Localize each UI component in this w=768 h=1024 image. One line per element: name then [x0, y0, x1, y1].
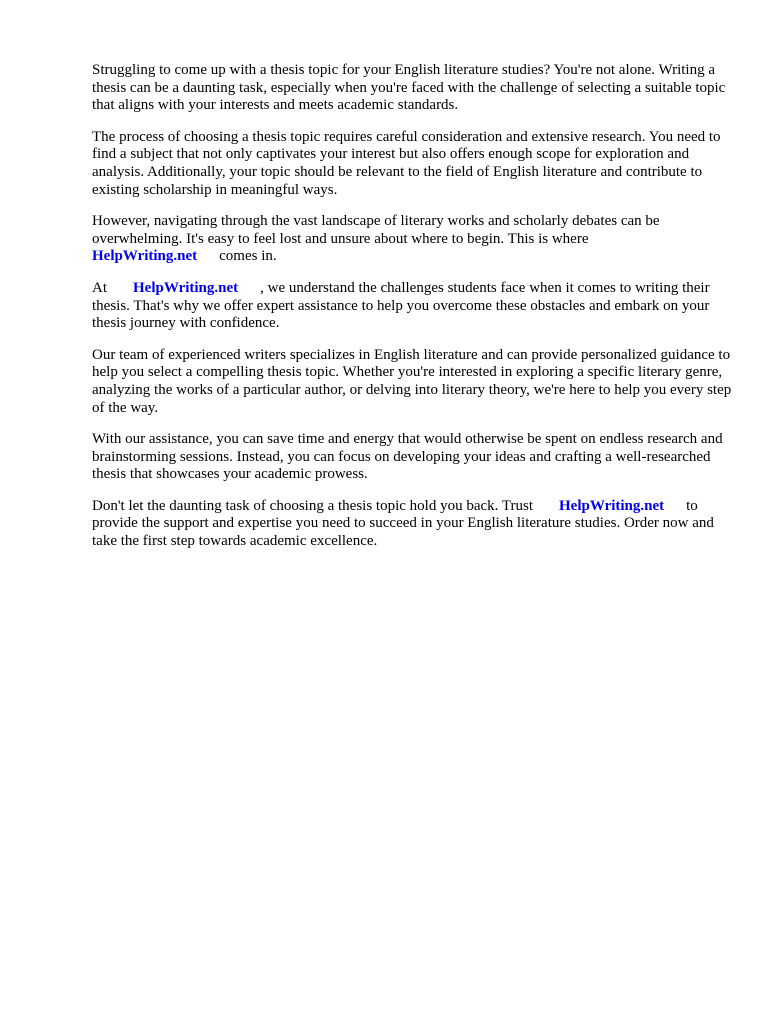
helpwriting-link-2[interactable]: HelpWriting.net	[133, 279, 239, 296]
paragraph-intro	[92, 62, 732, 115]
paragraph-assistance	[92, 431, 732, 484]
paragraph-navigating-tail: comes in.	[219, 248, 277, 265]
paragraph-assistance-text: With our assistance, you can save time and energy that would otherwise be spent on endless research and brainstorming sessions. Instead, you can focus on developing your ideas and crafting a well-researched thesis that showcases your academic prowess.	[92, 431, 723, 483]
paragraph-team	[92, 347, 732, 417]
paragraph-intro-text: Struggling to come up with a thesis topic for your English literature studies? You're not alone. Writing a thesis can be a daunting task, especially when you're faced with the challenge of selecting a suitable topic that aligns with your interests and meets academic standards.	[92, 62, 726, 114]
paragraph-at-lead: At	[92, 279, 107, 296]
paragraph-at	[92, 280, 732, 333]
paragraph-at-tail: , we understand the challenges students face when it comes to writing their thesis. That's why we offer expert assistance to help you overcome these obstacles and embark on your thesis journey with confidence.	[92, 279, 710, 332]
paragraph-navigating-text: However, navigating through the vast landscape of literary works and scholarly debates can be overwhelming. It's easy to feel lost and unsure about where to begin. This is where	[92, 213, 660, 247]
helpwriting-link-3[interactable]: HelpWriting.net	[559, 497, 665, 514]
paragraph-team-text: Our team of experienced writers specializes in English literature and can provide personalized guidance to help you select a compelling thesis topic. Whether you're interested in exploring a specific literary genre, analyzing the works of a particular author, or delving into literary theory, we're here to help you every step of the way.	[92, 346, 732, 416]
paragraph-trust-tail: to provide the support and expertise you need to succeed in your English literature studies. Order now and take the first step towards academic excellence.	[92, 497, 714, 550]
helpwriting-link-1[interactable]: HelpWriting.net	[92, 248, 198, 265]
paragraph-trust-lead: Don't let the daunting task of choosing a thesis topic hold you back. Trust	[92, 497, 533, 514]
document-body	[92, 62, 732, 565]
paragraph-trust	[92, 498, 732, 551]
paragraph-process-text: The process of choosing a thesis topic requires careful consideration and extensive research. You need to find a subject that not only captivates your interest but also offers enough scope for exploration and analysis. Additionally, your topic should be relevant to the field of English literature and contribute to existing scholarship in meaningful ways.	[92, 128, 721, 198]
paragraph-navigating	[92, 213, 732, 266]
paragraph-process	[92, 129, 732, 199]
